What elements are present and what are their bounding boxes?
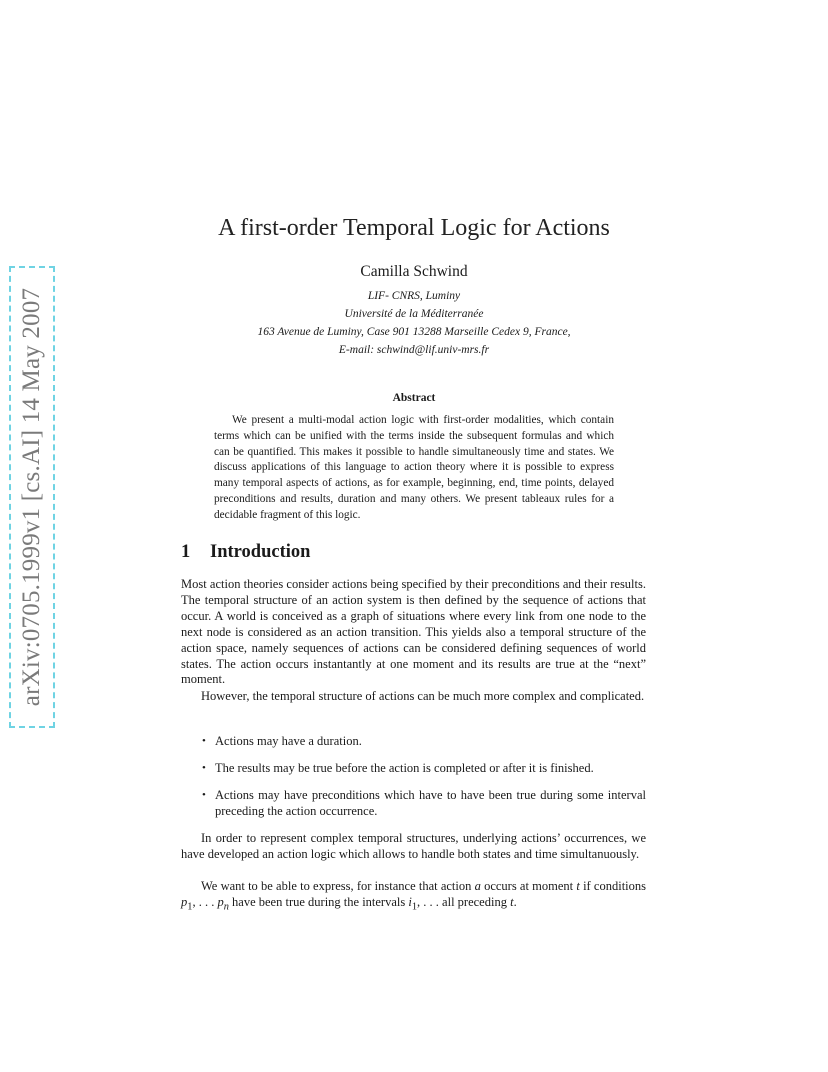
list-item-text: The results may be true before the action is completed or after it is finished.: [215, 760, 594, 775]
intro-bullet-list: [199, 734, 646, 820]
math-var: p: [217, 894, 224, 909]
text-run: have been true during the intervals: [228, 894, 409, 909]
author-email: E-mail: schwind@lif.univ-mrs.fr: [338, 344, 490, 356]
bullet-icon: •: [202, 761, 206, 774]
math-var: p: [181, 894, 188, 909]
list-item: [199, 734, 646, 750]
text-run: if conditions: [579, 879, 647, 893]
list-item: [199, 788, 646, 820]
bullet-icon: •: [202, 788, 206, 801]
author-name: Camilla Schwind: [360, 263, 468, 280]
list-item-text: Actions may have preconditions which have to have been true during some interval preceding the action occurrence.: [215, 787, 646, 818]
list-item: [199, 761, 646, 777]
math-subscript: 1: [187, 901, 193, 913]
affiliation-university: Université de la Méditerranée: [344, 308, 484, 320]
paper-title: A first-order Temporal Logic for Actions: [218, 215, 610, 241]
section-heading-introduction: [181, 542, 310, 563]
abstract-text: We present a multi-modal action logic with first-order modalities, which contain terms which can be unified with the terms inside the subsequent formulas and which can be quantified. This makes it possible to handle simultaneously time and states. We discuss applications of this language to action theory where it is possible to express many temporal aspects of actions, as for example, beginning, end, time points, delayed preconditions and results, duration and many others. We present tableaux rules for a decidable fragment of this logic.: [214, 414, 614, 521]
text-run: occurs at moment: [480, 879, 577, 893]
math-var: a: [474, 879, 481, 893]
math-var: t: [576, 879, 580, 893]
text-run: We want to be able to express, for instance that action: [201, 879, 475, 893]
intro-paragraph-2: However, the temporal structure of actions can be much more complex and complicated.: [201, 689, 645, 703]
section-number: 1: [181, 542, 191, 562]
math-subscript: 1: [411, 901, 418, 913]
intro-paragraph-4: [181, 879, 646, 915]
intro-paragraph-1: Most action theories consider actions being specified by their preconditions and their results. The temporal structure of an action system is then defined by the sequence of actions that occur. A world is conceived as a graph of situations where every link from one node to the next node is considered as an action transition. This yields also a temporal structure of the action space, namely sequences of actions can be considered defining sequences of world states. The action occurs instantantly at one moment and its results are true at the “next” moment.: [181, 577, 646, 687]
math-var: i: [408, 894, 412, 909]
math-subscript: n: [223, 901, 229, 913]
text-run: , . . . all preceding: [417, 894, 511, 909]
arxiv-identifier-text: arXiv:0705.1999v1 [cs.AI] 14 May 2007: [18, 287, 46, 707]
text-run: , . . .: [192, 894, 218, 909]
bullet-icon: •: [202, 735, 206, 747]
affiliation-address: 163 Avenue de Luminy, Case 901 13288 Marseille Cedex 9, France,: [257, 326, 571, 338]
abstract-heading: Abstract: [392, 392, 436, 404]
math-var: t: [510, 894, 514, 909]
list-item-text: Actions may have a duration.: [215, 734, 362, 748]
affiliation-lab: LIF- CNRS, Luminy: [367, 290, 461, 302]
section-title: Introduction: [210, 542, 311, 562]
text-run: .: [513, 894, 517, 909]
intro-paragraph-3: In order to represent complex temporal structures, underlying actions’ occurrences, we have developed an action logic which allows to handle both states and time simultanuously.: [181, 831, 646, 861]
